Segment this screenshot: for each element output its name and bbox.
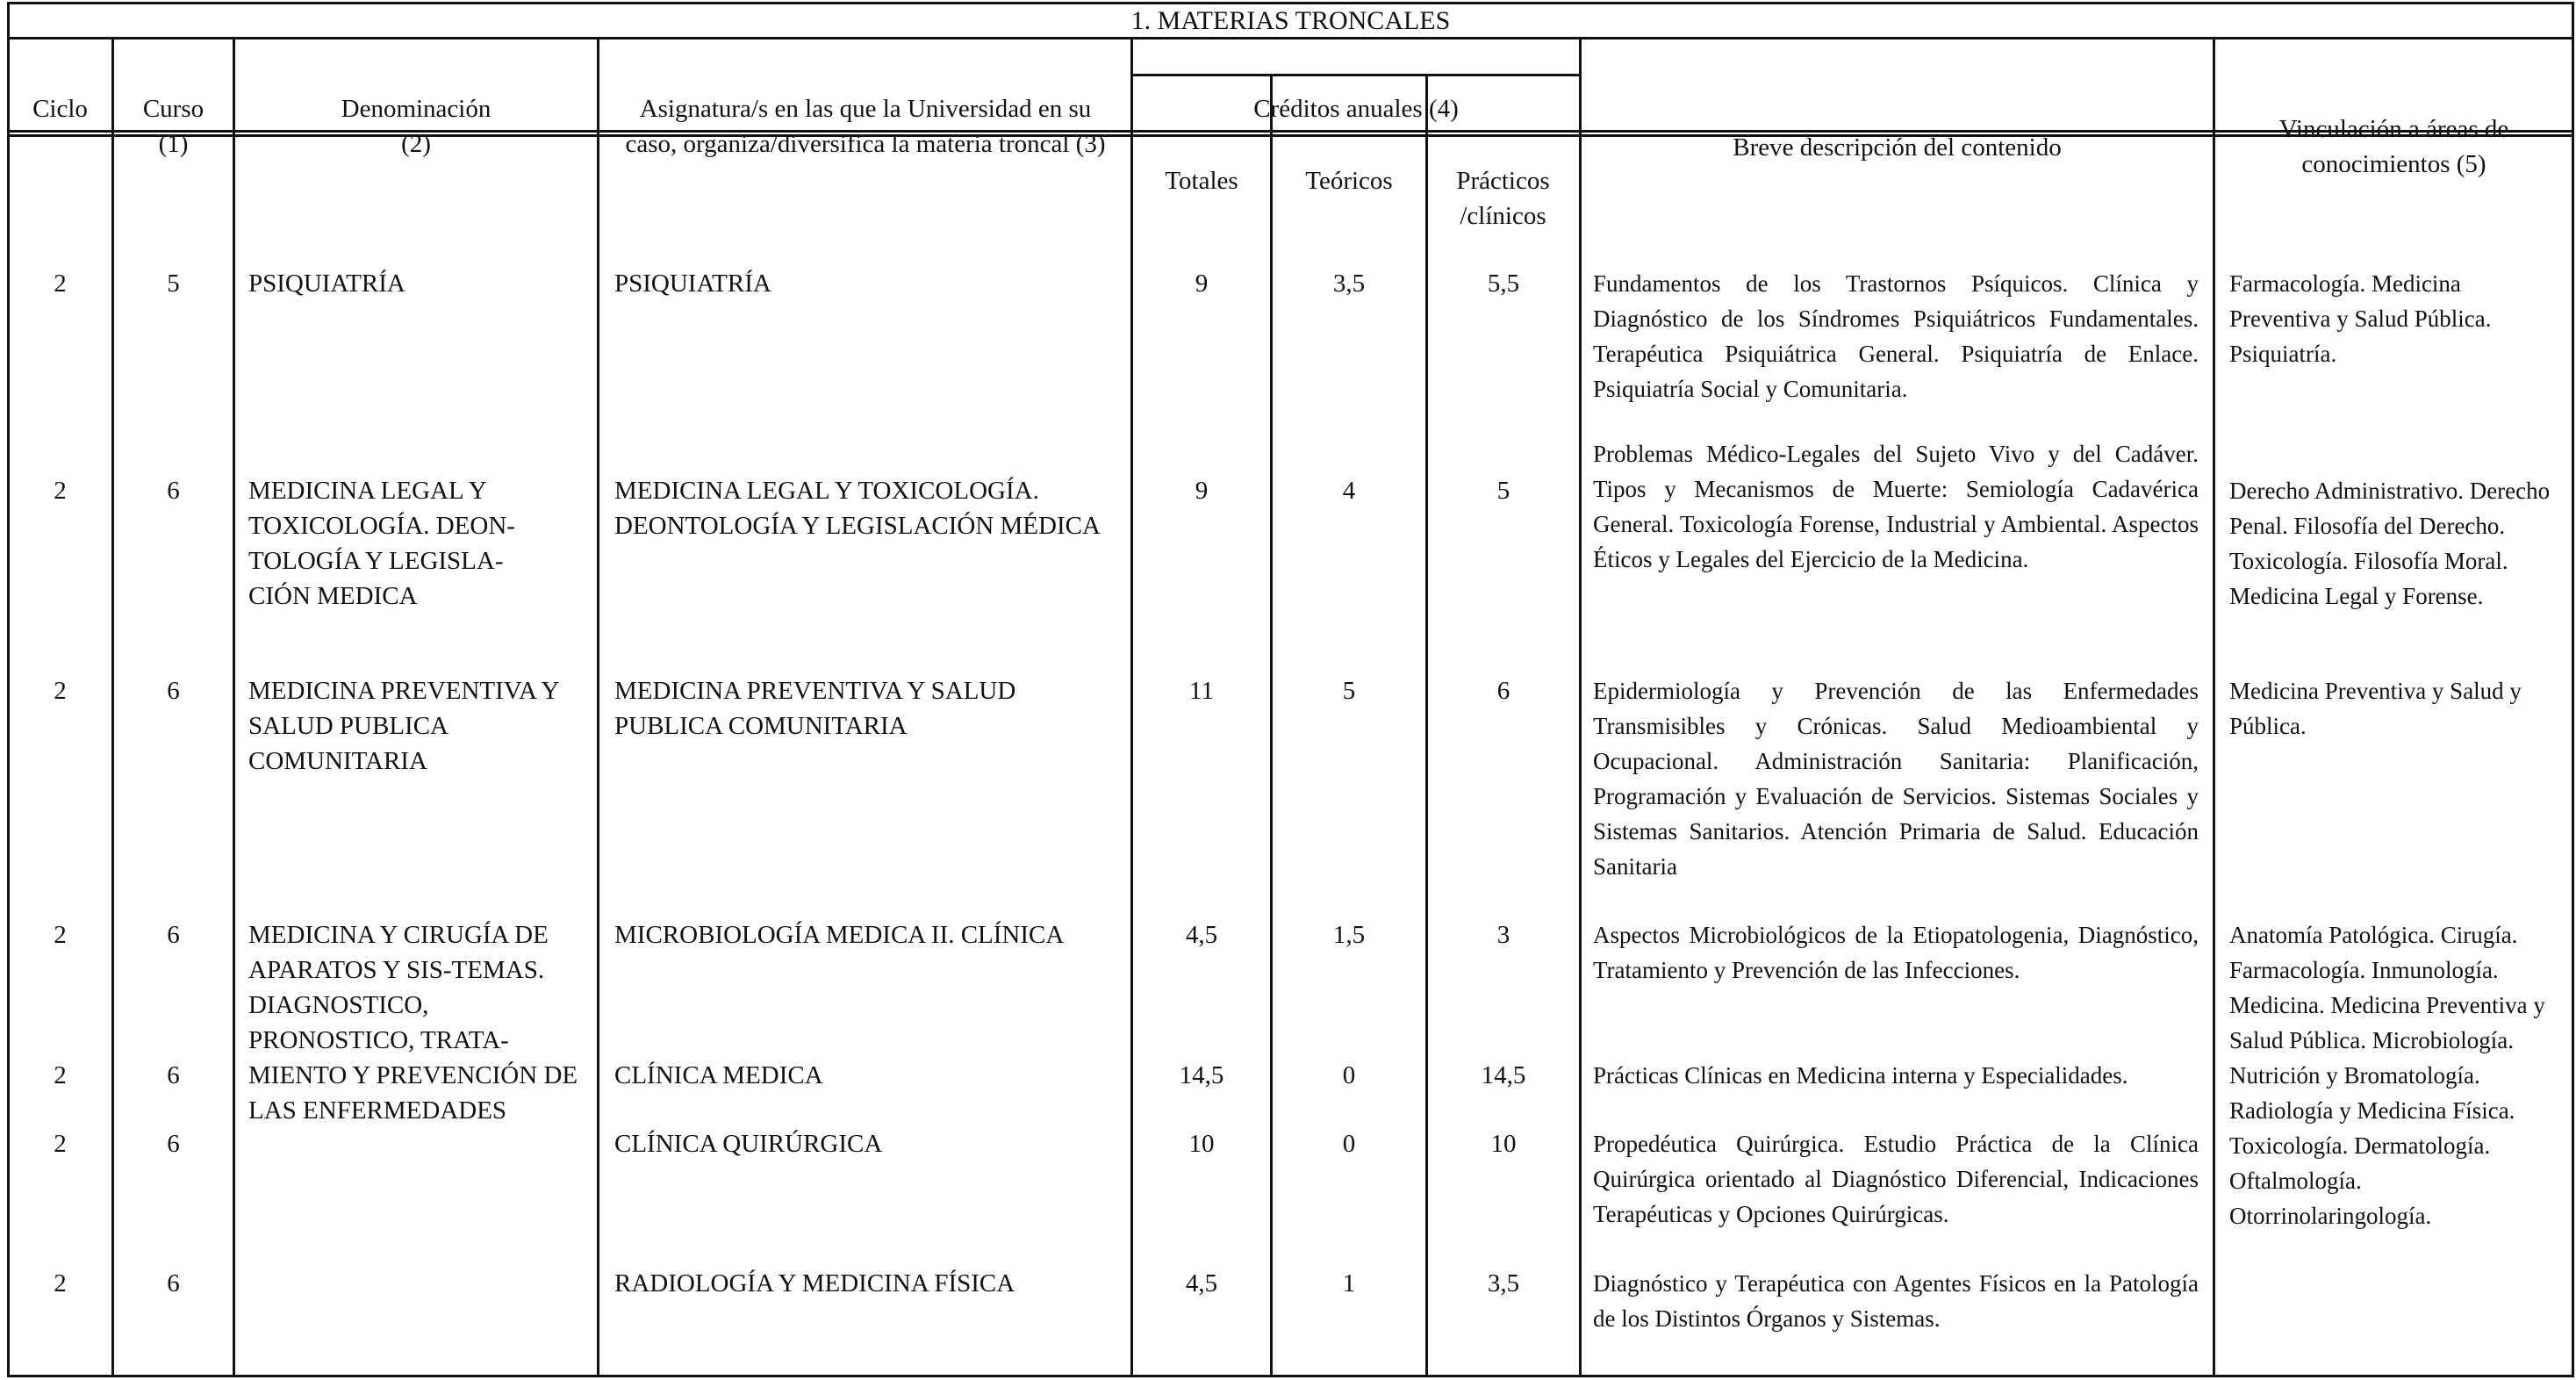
- row1-vinculacion: Farmacología. Medicina Preventiva y Salud Pública. Psiquiatría.: [2229, 270, 2492, 367]
- row2-denominacion: MEDICINA LEGAL Y TOXICOLOGÍA. DEON-TOLOGÍA Y LEGISLA-CIÓN MEDICA: [248, 477, 515, 610]
- row4-totales: 4,5: [1185, 921, 1218, 949]
- header-curso-note: (1): [158, 130, 189, 158]
- row1-teoricos: 3,5: [1332, 270, 1366, 298]
- row4-vinculacion: Anatomía Patológica. Cirugía. Farmacología. Inmunología. Medicina. Medicina Preventiva y Salud Pública. Microbiología. Nutrición y Bromatología. Radiología y Medicina Física. Toxicología. Dermatología. Oftalmología. Otorrinolaringología.: [2229, 922, 2545, 1229]
- header-practicos: Prácticos /clínicos: [1456, 167, 1550, 230]
- row3-practicos: 6: [1496, 677, 1510, 705]
- row6-teoricos: 0: [1342, 1130, 1356, 1158]
- row6-asignatura: CLÍNICA QUIRÚRGICA: [614, 1130, 883, 1158]
- row7-teoricos: 1: [1342, 1269, 1356, 1297]
- row4-ciclo: 2: [54, 921, 67, 949]
- row3-totales: 11: [1189, 677, 1214, 705]
- row5-ciclo: 2: [54, 1061, 67, 1089]
- row6-ciclo: 2: [54, 1130, 67, 1158]
- header-vinculacion: Vinculación a áreas de conocimientos (5): [2278, 115, 2509, 178]
- row1-totales: 9: [1195, 270, 1209, 298]
- row3-ciclo: 2: [54, 677, 67, 705]
- row7-curso: 6: [167, 1269, 180, 1297]
- header-denominacion-note: (2): [401, 130, 431, 158]
- row2-vinculacion: Derecho Administrativo. Derecho Penal. Filosofía del Derecho. Toxicología. Filosofía Moral. Medicina Legal y Forense.: [2229, 478, 2551, 609]
- row5-practicos: 14,5: [1481, 1061, 1526, 1089]
- rule-top: [7, 2, 2574, 4]
- row2-teoricos: 4: [1342, 477, 1356, 505]
- rule-creditos-split: [1130, 74, 1582, 76]
- rule-title-bottom: [7, 37, 2574, 40]
- row7-ciclo: 2: [54, 1269, 67, 1297]
- row3-curso: 6: [167, 677, 180, 705]
- header-ciclo: Ciclo: [32, 95, 88, 123]
- row6-descripcion: Propedéutica Quirúrgica. Estudio Práctica de la Clínica Quirúrgica orientado al Diagnóstico Diferencial, Indicaciones Terapéuticas y Opciones Quirúrgicas.: [1593, 1131, 2199, 1227]
- row2-asignatura: MEDICINA LEGAL Y TOXICOLOGÍA. DEONTOLOGÍA Y LEGISLACIÓN MÉDICA: [614, 477, 1101, 540]
- rule-col-practicos: [1579, 37, 1582, 1377]
- row4-denominacion: MEDICINA Y CIRUGÍA DE APARATOS Y SIS-TEMAS. DIAGNOSTICO, PRONOSTICO, TRATA-MIENTO Y PREVENCIÓN DE LAS ENFERMEDADES: [248, 921, 578, 1125]
- row3-teoricos: 5: [1342, 677, 1356, 705]
- row4-asignatura: MICROBIOLOGÍA MEDICA II. CLÍNICA: [614, 921, 1065, 949]
- row2-curso: 6: [167, 477, 180, 505]
- header-teoricos: Teóricos: [1305, 167, 1393, 195]
- row5-totales: 14,5: [1179, 1061, 1224, 1089]
- table-title: 1. MATERIAS TRONCALES: [1130, 6, 1451, 35]
- row3-denominacion: MEDICINA PREVENTIVA Y SALUD PUBLICA COMUNITARIA: [248, 677, 559, 775]
- header-asignatura: Asignatura/s en las que la Universidad en su caso, organiza/diversifica la materia troncal (3): [625, 95, 1106, 158]
- row4-practicos: 3: [1496, 921, 1510, 949]
- row7-practicos: 3,5: [1487, 1269, 1520, 1297]
- header-creditos: Créditos anuales (4): [1253, 95, 1459, 123]
- row2-totales: 9: [1195, 477, 1209, 505]
- row1-ciclo: 2: [54, 270, 67, 298]
- row1-denominacion: PSIQUIATRÍA: [248, 270, 405, 298]
- rule-col-descripcion: [2213, 37, 2215, 1377]
- header-denominacion: Denominación: [341, 95, 492, 123]
- row2-descripcion: Problemas Médico-Legales del Sujeto Vivo y del Cadáver. Tipos y Mecanismos de Muerte: Semiología Cadavérica General. Toxicología Forense, Industrial y Ambiental. Aspectos Éticos y Legales del Ejercicio de la Medicina.: [1593, 441, 2199, 572]
- row1-curso: 5: [167, 270, 180, 298]
- row6-practicos: 10: [1490, 1130, 1517, 1158]
- rule-col-denominacion: [597, 37, 599, 1377]
- row2-practicos: 5: [1496, 477, 1510, 505]
- row5-descripcion: Prácticas Clínicas en Medicina interna y Especialidades.: [1593, 1062, 2128, 1089]
- row4-teoricos: 1,5: [1332, 921, 1366, 949]
- row4-curso: 6: [167, 921, 180, 949]
- row2-ciclo: 2: [54, 477, 67, 505]
- row5-curso: 6: [167, 1061, 180, 1089]
- row4-descripcion: Aspectos Microbiológicos de la Etiopatologenia, Diagnóstico, Tratamiento y Prevención de las Infecciones.: [1593, 922, 2199, 983]
- row3-asignatura: MEDICINA PREVENTIVA Y SALUD PUBLICA COMUNITARIA: [614, 677, 1016, 740]
- row6-totales: 10: [1188, 1130, 1215, 1158]
- row7-descripcion: Diagnóstico y Terapéutica con Agentes Físicos en la Patología de los Distintos Órganos y Sistemas.: [1593, 1270, 2199, 1332]
- rule-bottom: [7, 1375, 2574, 1377]
- row3-vinculacion: Medicina Preventiva y Salud y Pública.: [2229, 678, 2522, 739]
- row1-practicos: 5,5: [1487, 270, 1520, 298]
- header-curso: Curso: [142, 95, 205, 123]
- rule-col-curso: [233, 37, 235, 1377]
- row3-descripcion: Epidermiología y Prevención de las Enfermedades Transmisibles y Crónicas. Salud Medioambiental y Ocupacional. Administración Sanitaria: Planificación, Programación y Evaluación de Servicios. Sistemas Sociales y Sistemas Sanitarios. Atención Primaria de Salud. Educación Sanitaria: [1593, 678, 2199, 880]
- row6-curso: 6: [167, 1130, 180, 1158]
- row1-asignatura: PSIQUIATRÍA: [614, 270, 771, 298]
- row5-teoricos: 0: [1342, 1061, 1356, 1089]
- header-totales: Totales: [1165, 167, 1238, 195]
- row7-totales: 4,5: [1185, 1269, 1218, 1297]
- row1-descripcion: Fundamentos de los Trastornos Psíquicos. Clínica y Diagnóstico de los Síndromes Psiquiátricos Fundamentales. Terapéutica Psiquiátrica General. Psiquiatría de Enlace. Psiquiatría Social y Comunitaria.: [1593, 270, 2199, 402]
- header-descripcion: Breve descripción del contenido: [1733, 133, 2062, 162]
- row5-asignatura: CLÍNICA MEDICA: [614, 1061, 823, 1089]
- row7-asignatura: RADIOLOGÍA Y MEDICINA FÍSICA: [614, 1269, 1015, 1297]
- rule-right: [2572, 2, 2574, 1377]
